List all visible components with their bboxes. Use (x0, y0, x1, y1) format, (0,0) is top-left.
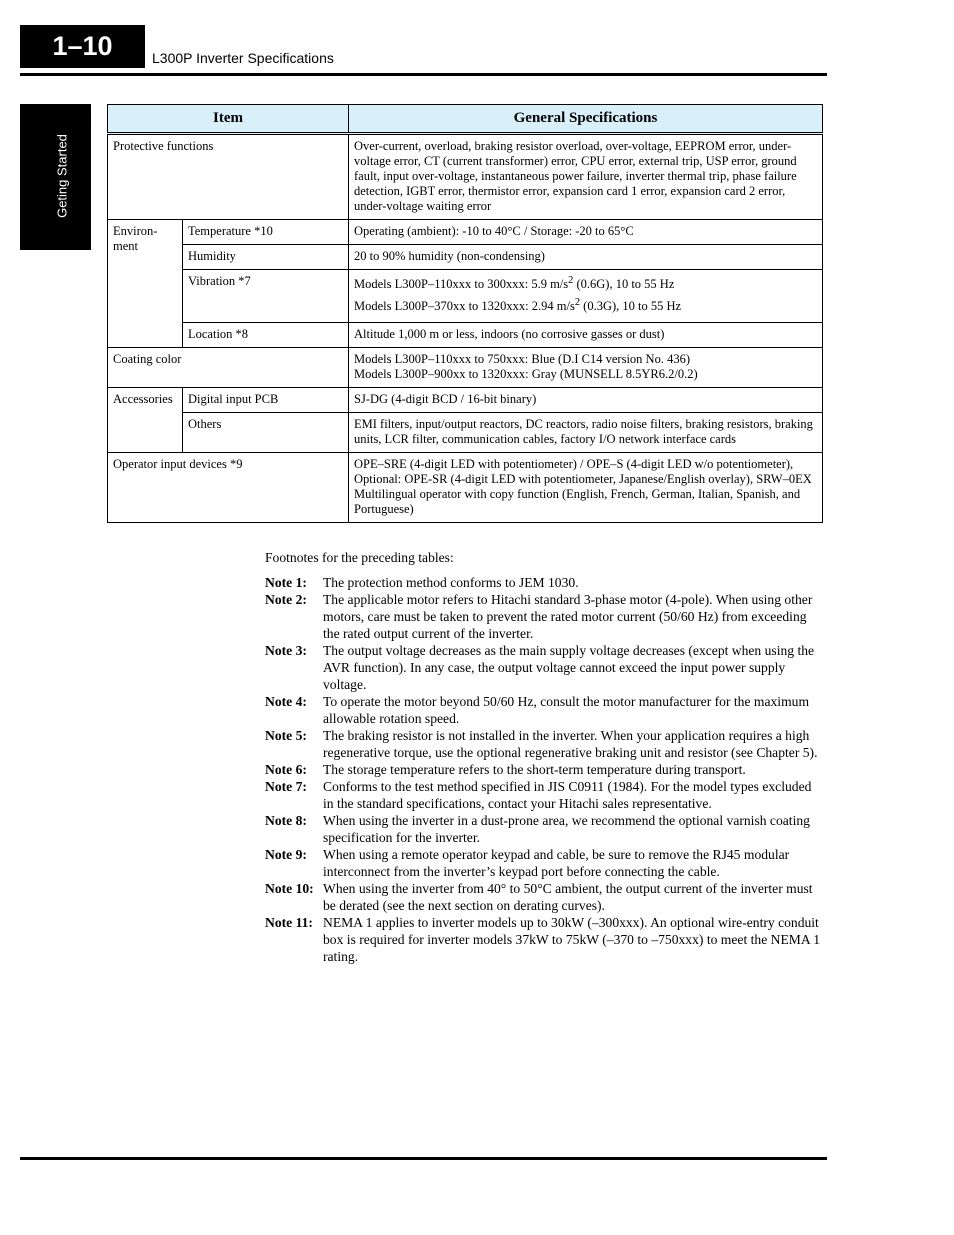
footnote-text: The applicable motor refers to Hitachi standard 3-phase motor (4-pole). When using other motors, care must be taken to prevent the rated motor current (50/60 Hz) from exceeding the rated output current of the inverter. (323, 592, 813, 641)
row-spec-operator-input-devices: OPE–SRE (4-digit LED with potentiometer) / OPE–S (4-digit LED w/o potentiometer), Optional: OPE-SR (4-digit LED with potentiometer, Japanese/English overlay), SRW–0EX Multilingual operator with copy function (English, French, German, Italian, Spanish, and Portuguese) (349, 453, 823, 523)
table-row (108, 323, 823, 348)
footnote-5 (265, 727, 825, 761)
row-group-accessories: Accessories (108, 388, 183, 453)
footnote-label: Note 10: (265, 881, 314, 896)
column-header-general-specifications: General Specifications (349, 105, 823, 134)
footnotes-section (265, 549, 825, 965)
row-item-operator-input-devices: Operator input devices *9 (108, 453, 349, 523)
row-spec-humidity: 20 to 90% humidity (non-condensing) (349, 245, 823, 270)
footnote-label: Note 11: (265, 915, 313, 930)
footnote-11 (265, 914, 825, 965)
footnote-text: When using the inverter from 40° to 50°C ambient, the output current of the inverter must be derated (see the next section on derating curves). (323, 881, 813, 913)
table-row (108, 220, 823, 245)
row-spec-vibration (349, 270, 823, 323)
row-spec-temperature: Operating (ambient): -10 to 40°C / Storage: -20 to 65°C (349, 220, 823, 245)
coating-line-2: Models L300P–900xx to 1320xxx: Gray (MUNSELL 8.5YR6.2/0.2) (354, 367, 698, 382)
row-group-environment: Environ- ment (108, 220, 183, 348)
footnote-label: Note 4: (265, 694, 307, 709)
row-item-others: Others (183, 413, 349, 453)
row-spec-location: Altitude 1,000 m or less, indoors (no corrosive gasses or dust) (349, 323, 823, 348)
vibration-line-2 (354, 295, 817, 314)
footnote-9 (265, 846, 825, 880)
footnote-10 (265, 880, 825, 914)
column-header-item: Item (108, 105, 349, 134)
footnote-2 (265, 591, 825, 642)
row-item-digital-input-pcb: Digital input PCB (183, 388, 349, 413)
row-spec-protective-functions: Over-current, overload, braking resistor overload, over-voltage, EEPROM error, under-voltage error, CT (current transformer) error, CPU error, external trip, USP error, ground fault, input over-voltage, instantaneous power failure, inverter thermal trip, phase failure detection, IGBT error, thermistor error, expansion card 1 error, expansion card 2 error, under-voltage waiting error (349, 134, 823, 220)
footnote-label: Note 5: (265, 728, 307, 743)
table-row (108, 453, 823, 523)
page-number: 1–10 (52, 31, 113, 61)
footer-rule (20, 1157, 827, 1160)
footnote-text: When using a remote operator keypad and cable, be sure to remove the RJ45 modular interconnect from the inverter’s keypad port before connecting the cable. (323, 847, 790, 879)
table-row (108, 388, 823, 413)
footnote-text: NEMA 1 applies to inverter models up to 30kW (–300xxx). An optional wire-entry conduit box is required for inverter models 37kW to 75kW (–370 to –750xxx) to meet the NEMA 1 rating. (323, 915, 821, 964)
coating-line-1: Models L300P–110xxx to 750xxx: Blue (D.I C14 version No. 436) (354, 352, 690, 367)
general-specifications-table (107, 104, 823, 523)
footnote-label: Note 2: (265, 592, 307, 607)
footnote-text: Conforms to the test method specified in JIS C0911 (1984). For the model types excluded in the standard specifications, contact your Hitachi sales representative. (323, 779, 812, 811)
page-number-box (20, 25, 145, 68)
footnote-text: When using the inverter in a dust-prone area, we recommend the optional varnish coating specification for the inverter. (323, 813, 810, 845)
footnote-text: The output voltage decreases as the main supply voltage decreases (except when using the AVR function). In any case, the output voltage cannot exceed the input power supply voltage. (323, 643, 815, 692)
row-item-protective-functions: Protective functions (108, 134, 349, 220)
vibration-line-1-range: (0.6G), 10 to 55 Hz (573, 277, 675, 292)
row-item-coating-color: Coating color (108, 348, 349, 388)
page-header-title: L300P Inverter Specifications (152, 50, 334, 66)
footnote-6 (265, 761, 825, 778)
footnote-text: To operate the motor beyond 50/60 Hz, consult the motor manufacturer for the maximum allowable rotation speed. (323, 694, 810, 726)
footnote-1 (265, 574, 825, 591)
footnote-7 (265, 778, 825, 812)
vibration-line-1-exponent: 2 (568, 275, 574, 286)
vibration-line-2-range: (0.3G), 10 to 55 Hz (580, 299, 682, 314)
table-row (108, 348, 823, 388)
footnote-label: Note 1: (265, 575, 307, 590)
row-spec-others: EMI filters, input/output reactors, DC reactors, radio noise filters, braking resistors, braking units, LCR filter, communication cables, factory I/O network interface cards (349, 413, 823, 453)
vibration-line-2-text: Models L300P–370xx to 1320xxx: 2.94 m/s (354, 299, 575, 314)
footnote-label: Note 7: (265, 779, 307, 794)
footnote-label: Note 9: (265, 847, 307, 862)
row-item-temperature: Temperature *10 (183, 220, 349, 245)
table-row (108, 134, 823, 220)
row-item-humidity: Humidity (183, 245, 349, 270)
footnote-8 (265, 812, 825, 846)
footnote-label: Note 8: (265, 813, 307, 828)
side-section-tab-label: Geting Started (54, 134, 70, 218)
footnote-label: Note 6: (265, 762, 307, 777)
row-item-vibration: Vibration *7 (183, 270, 349, 323)
row-spec-coating-color (349, 348, 823, 388)
footnote-3 (265, 642, 825, 693)
vibration-line-2-exponent: 2 (574, 297, 581, 309)
header-rule (20, 73, 827, 76)
footnote-4 (265, 693, 825, 727)
footnote-label: Note 3: (265, 643, 307, 658)
table-row (108, 270, 823, 323)
row-spec-digital-input-pcb: SJ-DG (4-digit BCD / 16-bit binary) (349, 388, 823, 413)
row-item-location: Location *8 (183, 323, 349, 348)
footnote-text: The storage temperature refers to the short-term temperature during transport. (323, 762, 746, 777)
table-header-row (108, 105, 823, 134)
footnote-text: The braking resistor is not installed in the inverter. When your application requires a high regenerative torque, use the optional regenerative braking unit and resistor (see Chapter 5). (323, 728, 818, 760)
table-row (108, 245, 823, 270)
footnote-text: The protection method conforms to JEM 1030. (323, 575, 579, 590)
table-row (108, 413, 823, 453)
vibration-line-1 (354, 273, 817, 292)
footnotes-intro: Footnotes for the preceding tables: (265, 550, 454, 565)
vibration-line-1-text: Models L300P–110xxx to 300xxx: 5.9 m/s (354, 277, 569, 292)
